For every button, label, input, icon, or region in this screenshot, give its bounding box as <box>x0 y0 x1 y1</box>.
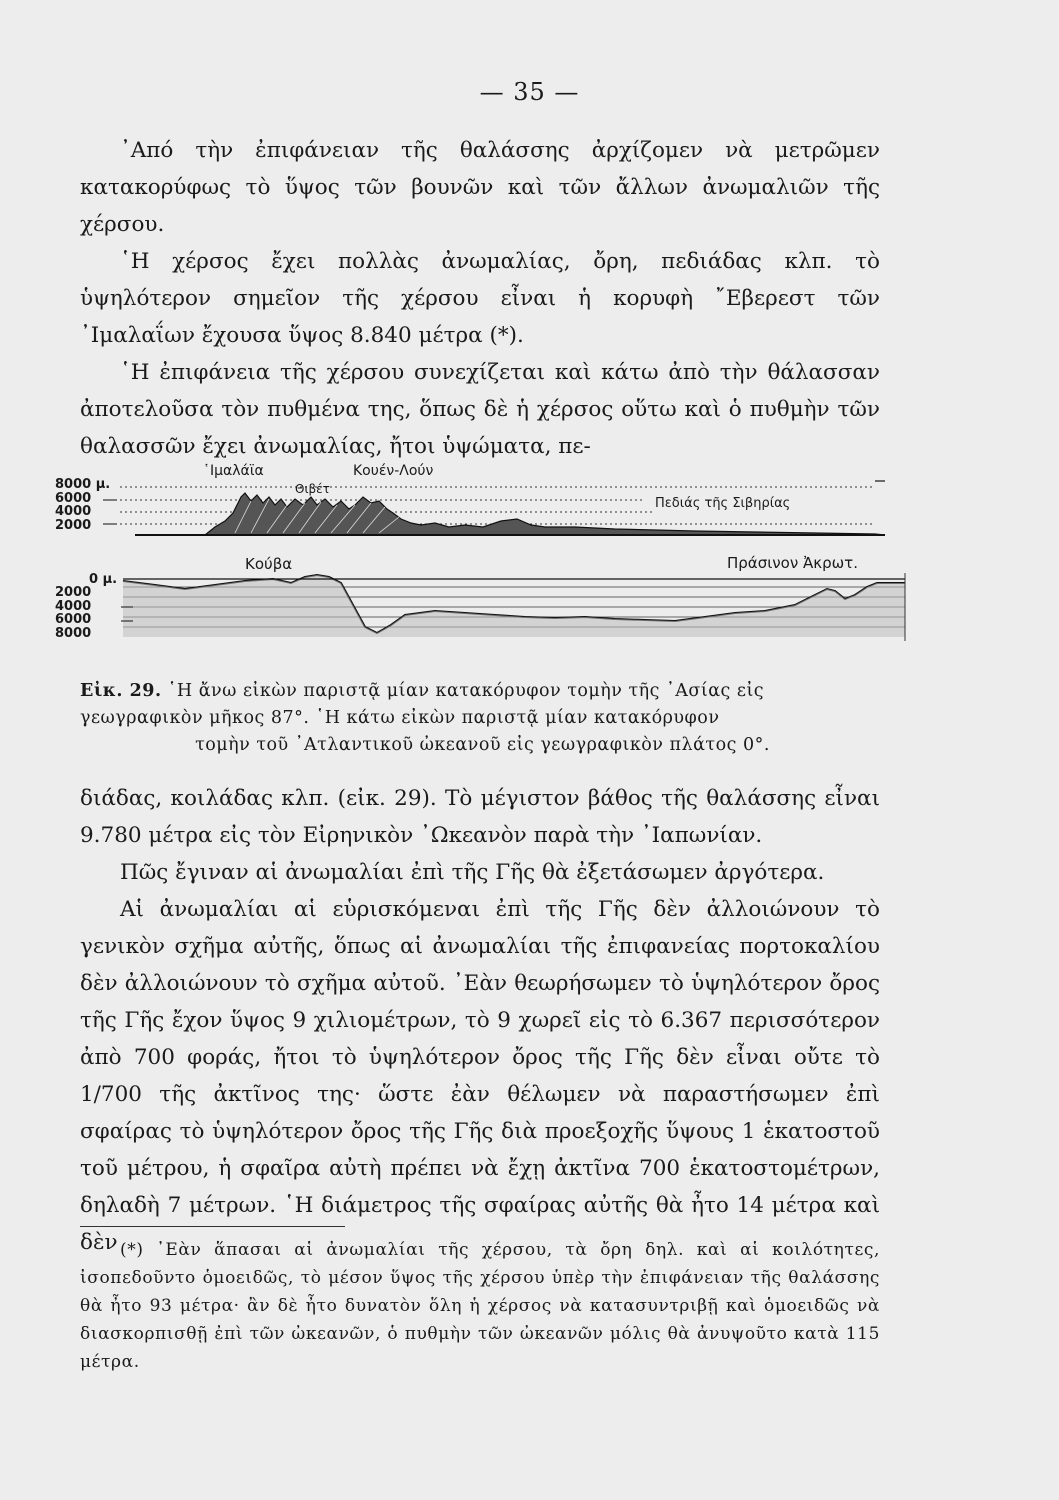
place-label: Πράσινον Ἀκρωτ. <box>727 554 858 572</box>
caption-line: ῾Η ἄνω εἰκὼν παριστᾷ μίαν κατακόρυφον τομὴν τῆς ᾿Ασίας εἰς <box>161 681 765 701</box>
axis-label: 4000 <box>55 504 92 519</box>
axis-label: 2000 <box>55 518 92 533</box>
bottom-text <box>80 780 880 1261</box>
axis-label: 8000 μ. <box>55 477 111 492</box>
footnote-text: (*) ᾿Εὰν ἅπασαι αἱ ἀνωμαλίαι τῆς χέρσου, τὰ ὄρη δηλ. καὶ αἱ κοιλότητες, ἰσοπεδοῦντο ὁμοειδῶς, τὸ μέσον ὕψος τῆς χέρσου ὑπὲρ τὴν ἐπιφάνειαν τῆς θαλάσσης θὰ ἦτο 93 μέτρα· ἂν δὲ ἦτο δυνατὸν ὅλη ἡ χέρσος νὰ κατασυντριβῇ καὶ ὁμοειδῶς νὰ διασκορπισθῇ ἐπὶ τῶν ὠκεανῶν, ὁ πυθμὴν τῶν ὠκεανῶν μόλις θὰ ἀνυψοῦτο κατὰ 115 μέτρα. <box>80 1240 880 1372</box>
paragraph: ῾Η χέρσος ἔχει πολλὰς ἀνωμαλίας, ὄρη, πεδιάδας κλπ. τὸ ὑψηλότερον σημεῖον τῆς χέρσου εἶναι ἡ κορυφὴ ῎Εβερεστ τῶν ᾿Ιμαλαΐων ἔχουσα ὕψος 8.840 μέτρα (*). <box>80 249 880 348</box>
page-number: — 35 — <box>479 78 580 106</box>
axis-label: 8000 <box>55 626 92 641</box>
axis-label: 6000 <box>55 491 92 506</box>
axis-label: 4000 <box>55 599 92 614</box>
place-label: Πεδιάς τῆς Σιβηρίας <box>655 496 791 511</box>
caption-line: τομὴν τοῦ ᾿Ατλαντικοῦ ὠκεανοῦ εἰς γεωγραφικὸν πλάτος 0°. <box>195 735 770 755</box>
axis-label: 0 μ. <box>89 572 118 587</box>
axis-label: 2000 <box>55 585 92 600</box>
paragraph: διάδας, κοιλάδας κλπ. (εἰκ. 29). Τὸ μέγιστον βάθος τῆς θαλάσσης εἶναι 9.780 μέτρα εἰς τὸν Εἰρηνικὸν ᾿Ωκεανὸν παρὰ τὴν ᾿Ιαπωνίαν. <box>80 786 880 848</box>
top-text <box>80 132 880 465</box>
axis-label: 6000 <box>55 612 92 627</box>
paragraph: ῾Η ἐπιφάνεια τῆς χέρσου συνεχίζεται καὶ κάτω ἀπὸ τὴν θάλασσαν ἀποτελοῦσα τὸν πυθμένα της, ὅπως δὲ ἡ χέρσος οὕτω καὶ ὁ πυθμὴν τῶν θαλασσῶν ἔχει ἀνωμαλίας, ἤτοι ὑψώματα, πε- <box>80 360 880 459</box>
cross-section-figure <box>55 455 915 670</box>
upper-section <box>55 463 885 535</box>
figure-number: Εἰκ. 29. <box>80 681 162 701</box>
figure-caption <box>80 678 885 759</box>
place-label: Κουέν-Λούν <box>353 463 434 479</box>
paragraph: Αἱ ἀνωμαλίαι αἱ εὑρισκόμεναι ἐπὶ τῆς Γῆς δὲν ἀλλοιώνουν τὸ γενικὸν σχῆμα αὐτῆς, ὅπως αἱ ἀνωμαλίαι τῆς ἐπιφανείας πορτοκαλίου δὲν ἀλλοιώνουν τὸ σχῆμα αὐτοῦ. ᾿Εὰν θεωρήσωμεν τὸ ὑψηλότερον ὄρος τῆς Γῆς ἔχον ὕψος 9 χιλιομέτρων, τὸ 9 χωρεῖ εἰς τὸ 6.367 περισσότερον ἀπὸ 700 φοράς, ἤτοι τὸ ὑψηλότερον ὄρος τῆς Γῆς δὲν εἶναι οὔτε τὸ 1/700 τῆς ἀκτῖνος της· ὥστε ἐὰν θέλωμεν νὰ παραστήσωμεν ἐπὶ σφαίρας τὸ ὑψηλότερον ὄρος τῆς Γῆς διὰ προεξοχῆς ὕψους 1 ἑκατοστοῦ τοῦ μέτρου, ἡ σφαῖρα αὐτὴ πρέπει νὰ ἔχῃ ἀκτῖνα 700 ἑκατοστομέτρων, δηλαδὴ 7 μέτρων. ῾Η διάμετρος τῆς σφαίρας αὐτῆς θὰ ἦτο 14 μέτρα καὶ δὲν <box>80 897 880 1255</box>
place-label: ῾Ιμαλάϊα <box>203 463 264 479</box>
place-label: Κούβα <box>245 555 293 573</box>
lower-section <box>55 554 905 641</box>
footnote <box>80 1236 880 1376</box>
footnote-divider <box>80 1226 345 1227</box>
caption-line: γεωγραφικὸν μῆκος 87°. ῾Η κάτω εἰκὼν παριστᾷ μίαν κατακόρυφον <box>80 708 720 728</box>
paragraph: ᾿Από τὴν ἐπιφάνειαν τῆς θαλάσσης ἀρχίζομεν νὰ μετρῶμεν κατακορύφως τὸ ὕψος τῶν βουνῶν καὶ τῶν ἄλλων ἀνωμαλιῶν τῆς χέρσου. <box>80 138 880 237</box>
place-label: Θιβέτ <box>295 482 330 496</box>
paragraph: Πῶς ἔγιναν αἱ ἀνωμαλίαι ἐπὶ τῆς Γῆς θὰ ἐξετάσωμεν ἀργότερα. <box>120 860 825 885</box>
